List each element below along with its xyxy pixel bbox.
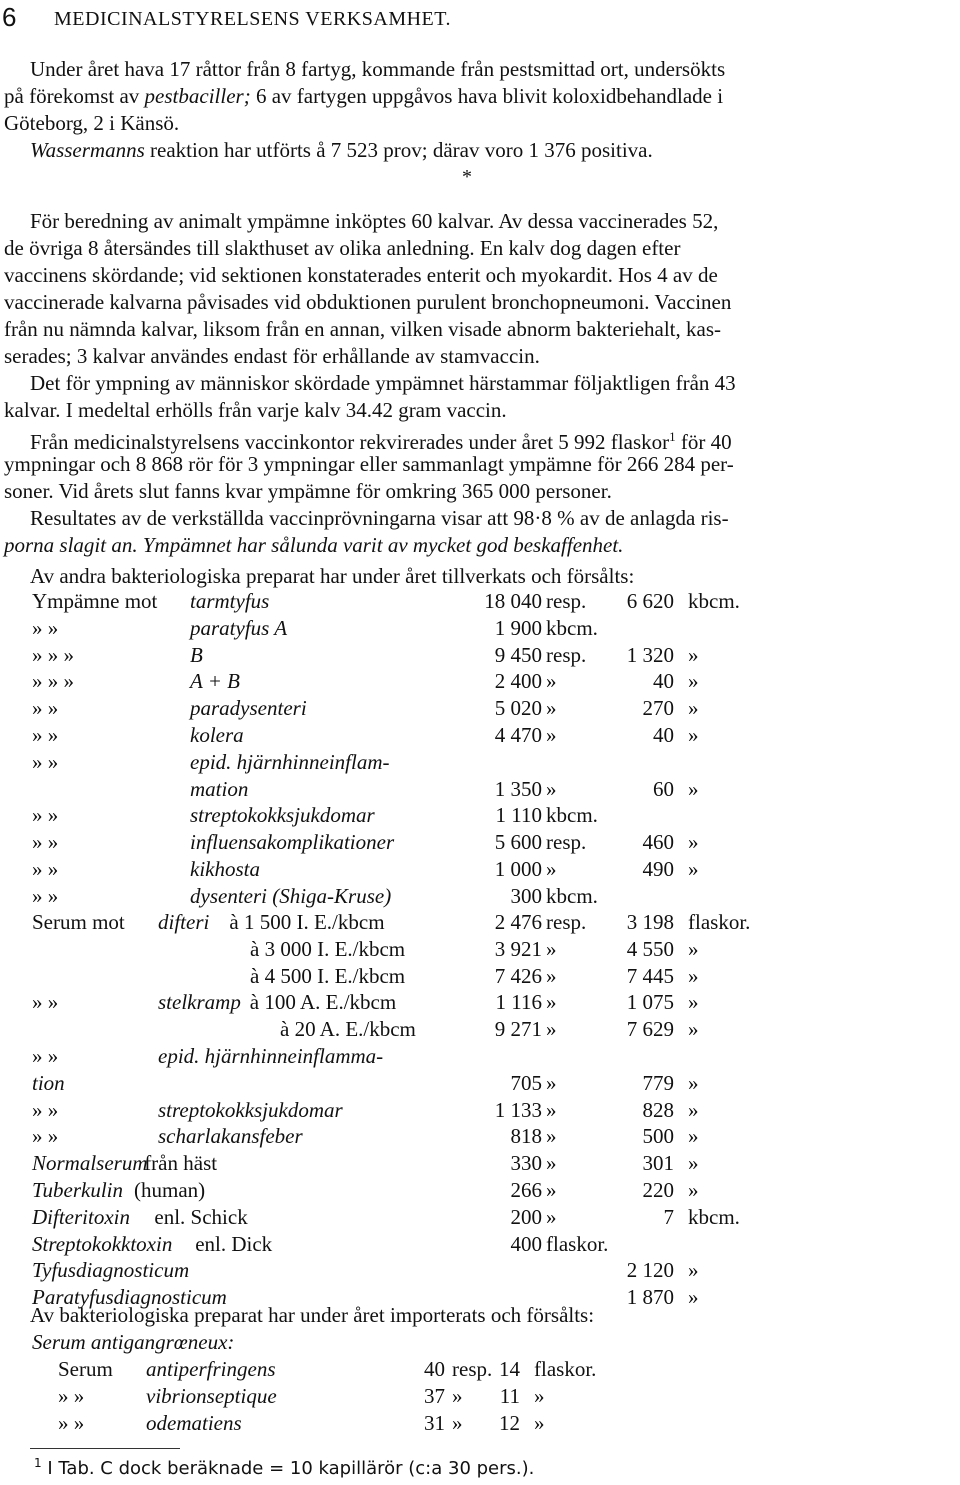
row-label: influensakomplikationer xyxy=(190,830,395,855)
row-unit: » xyxy=(688,776,699,801)
row-label: paradysenteri xyxy=(190,696,307,721)
row-prefix: Ympämne mot xyxy=(32,589,158,613)
paragraph-importerats: Av bakteriologiska preparat har under året importerats och försålts: xyxy=(30,1303,595,1327)
row-value: 1 110 xyxy=(495,803,542,828)
row-label: paratyfus A xyxy=(190,615,288,640)
table-row xyxy=(0,1231,960,1257)
row-unit: kbcm. xyxy=(688,1204,740,1229)
paragraph-kalvar-line-3: vaccinens skördande; vid sektionen konstaterades enterit och myokardit. Hos 4 av de xyxy=(4,263,718,287)
row-value: 1 000 xyxy=(494,857,542,881)
row-label: tarmtyfus xyxy=(190,589,270,613)
row-value: 3 921 xyxy=(494,936,542,961)
row-resp: flaskor. xyxy=(546,1231,609,1256)
row-unit: » xyxy=(688,1070,699,1095)
paragraph-vaccinkontor-line-1: Från medicinalstyrelsens vaccinkontor rekvirerades under året 5 992 flaskor$^1$ för 40 xyxy=(30,429,732,454)
row-value-2: 40 xyxy=(653,669,674,694)
row-resp: » xyxy=(546,1178,557,1202)
paragraph-rattor-line-2: på förekomst av pestbaciller; 6 av fartygen uppgåvos hava blivit koloxidbehandlade i xyxy=(4,84,724,108)
row-unit: » xyxy=(688,1285,699,1310)
table-row xyxy=(0,615,960,641)
row-label-rest: à 1 500 I. E./kbcm xyxy=(229,910,385,934)
row-value: 2 476 xyxy=(494,910,542,934)
row-label: Normalserum xyxy=(32,1151,148,1176)
row-resp: » xyxy=(546,1204,557,1229)
table-row xyxy=(0,1043,960,1069)
row-value-2: 828 xyxy=(642,1097,674,1122)
table-row xyxy=(0,1204,960,1230)
row-value-2: 11 xyxy=(499,1384,520,1408)
paragraph-kalvar-line-5: från nu nämnda kalvar, liksom från en annan, vilken visade abnorm bakteriehalt, kas- xyxy=(4,317,721,341)
footnote-rule xyxy=(30,1448,180,1449)
row-prefix: » » » xyxy=(32,669,74,694)
paragraph-tillverkats: Av andra bakteriologiska preparat har under året tillverkats och försålts: xyxy=(30,564,635,588)
heading-serum-antigangraeneux: Serum antigangrœneux: xyxy=(32,1330,235,1354)
row-value: 9 450 xyxy=(494,642,542,667)
row-resp: resp. xyxy=(546,642,587,667)
table-row xyxy=(0,1257,960,1283)
row-label: Tuberkulin xyxy=(32,1178,124,1202)
row-value: 5 600 xyxy=(494,830,542,855)
table-row xyxy=(0,1383,960,1409)
table-row xyxy=(0,722,960,748)
row-resp: » xyxy=(546,857,557,881)
row-label: epid. hjärnhinneinflam- xyxy=(190,749,390,774)
table-row xyxy=(0,749,960,775)
row-label: Paratyfusdiagnosticum xyxy=(32,1285,227,1310)
row-value-2: 12 xyxy=(499,1411,520,1435)
row-value-2: 301 xyxy=(642,1151,674,1176)
table-row xyxy=(0,802,960,828)
table-row xyxy=(0,989,960,1015)
paragraph-rattor-line-3: Göteborg, 2 i Känsö. xyxy=(4,111,180,135)
paragraph-kalvar-line-4: vaccinerade kalvarna påvisades vid obduktionen purulent bronchopneumoni. Vaccinen xyxy=(4,290,732,314)
row-resp: » xyxy=(546,696,557,721)
row-prefix: » » xyxy=(32,883,59,908)
row-unit: » xyxy=(688,1124,699,1149)
row-resp: resp. xyxy=(452,1357,493,1381)
table-row xyxy=(0,1150,960,1176)
paragraph-vaccinkontor-line-2: ympningar och 8 868 rör för 3 ympningar eller sammanlagt ympämne för 266 284 per- xyxy=(4,452,734,476)
row-label: difteri xyxy=(158,910,210,934)
row-unit: flaskor. xyxy=(688,910,751,934)
table-row xyxy=(0,1123,960,1149)
row-prefix: » » xyxy=(32,615,59,640)
table-row xyxy=(0,883,960,909)
row-resp: resp. xyxy=(546,910,587,934)
row-value-2: 220 xyxy=(642,1178,674,1202)
row-value: 4 470 xyxy=(494,723,542,747)
table-row xyxy=(0,1356,960,1382)
row-value: 37 xyxy=(424,1384,445,1408)
row-resp: » xyxy=(546,963,557,988)
row-value: 1 900 xyxy=(494,615,542,640)
row-value-2: 2 120 xyxy=(626,1258,674,1283)
paragraph-resultat-line-2: porna slagit an. Ympämnet har sålunda varit av mycket god beskaffenhet. xyxy=(4,533,624,557)
row-value: 300 xyxy=(510,883,542,908)
table-row xyxy=(0,1177,960,1203)
row-label: scharlakansfeber xyxy=(158,1124,303,1149)
table-row xyxy=(0,909,960,935)
row-label: odematiens xyxy=(146,1411,242,1435)
paragraph-ympning-line-1: Det för ympning av människor skördade ympämnet härstammar följaktligen från 43 xyxy=(30,371,736,395)
table-row xyxy=(0,1410,960,1436)
row-value: 18 040 xyxy=(484,589,542,613)
row-unit: » xyxy=(688,723,699,747)
row-value-2: 7 xyxy=(663,1204,674,1229)
row-resp: » xyxy=(546,936,557,961)
paragraph-rattor-line-1: Under året hava 17 råttor från 8 fartyg, kommande från pestsmittad ort, undersökts xyxy=(30,57,726,81)
row-value: 2 400 xyxy=(494,669,542,694)
row-prefix: Serum xyxy=(58,1357,113,1381)
row-unit: » xyxy=(688,642,699,667)
row-unit: » xyxy=(534,1411,545,1435)
row-resp: resp. xyxy=(546,589,587,613)
row-unit: kbcm. xyxy=(688,589,740,613)
row-prefix: » » xyxy=(32,990,59,1015)
row-unit: flaskor. xyxy=(534,1357,597,1381)
row-unit: » xyxy=(688,1178,699,1202)
paragraph-vaccinkontor-line-3: soner. Vid årets slut fanns kvar ympämne för omkring 365 000 personer. xyxy=(4,479,612,503)
row-label: dysenteri (Shiga-Kruse) xyxy=(190,883,392,908)
row-value: 31 xyxy=(424,1411,445,1435)
row-label-rest: (human) xyxy=(134,1178,206,1202)
table-row xyxy=(0,1097,960,1123)
row-prefix: » » xyxy=(58,1411,85,1435)
row-resp: » xyxy=(546,990,557,1015)
row-resp: » xyxy=(546,669,557,694)
row-label: Tyfusdiagnosticum xyxy=(32,1258,190,1283)
row-value-2: 3 198 xyxy=(626,910,674,934)
paragraph-kalvar-line-6: serades; 3 kalvar användes endast för erhållande av stamvaccin. xyxy=(4,344,540,368)
table-row xyxy=(0,963,960,989)
row-value-2: 1 870 xyxy=(626,1285,674,1310)
row-value: 9 271 xyxy=(494,1017,542,1042)
table-row xyxy=(0,856,960,882)
row-value-2: 1 075 xyxy=(626,990,674,1015)
row-value: 7 426 xyxy=(494,963,542,988)
table-row xyxy=(0,695,960,721)
row-value-2: 60 xyxy=(653,776,674,801)
row-label-rest: enl. Schick xyxy=(154,1204,248,1229)
row-prefix: » » xyxy=(58,1384,85,1408)
row-value: 1 116 xyxy=(495,990,542,1015)
table-row xyxy=(0,776,960,802)
row-label: streptokokksjukdomar xyxy=(190,803,375,828)
row-resp: kbcm. xyxy=(546,615,598,640)
row-resp: » xyxy=(546,1097,557,1122)
row-prefix: » » xyxy=(32,830,59,855)
row-prefix: » » xyxy=(32,749,59,774)
row-prefix: » » xyxy=(32,1097,59,1122)
row-unit: » xyxy=(688,1097,699,1122)
row-value-2: 4 550 xyxy=(626,936,674,961)
row-label: streptokokksjukdomar xyxy=(158,1097,343,1122)
table-row xyxy=(0,1070,960,1096)
row-value-2: 14 xyxy=(499,1357,520,1381)
table-row xyxy=(0,1016,960,1042)
paragraph-wassermann: Wassermanns reaktion har utförts å 7 523 prov; därav voro 1 376 positiva. xyxy=(30,138,653,162)
row-label: tion xyxy=(32,1070,65,1095)
row-value-2: 7 629 xyxy=(626,1017,674,1042)
row-label-rest: à 100 A. E./kbcm xyxy=(249,990,397,1015)
footnote: $^1$ I Tab. C dock beräknade = 10 kapillärör (c:a 30 pers.). xyxy=(34,1456,535,1479)
row-value-2: 490 xyxy=(642,857,674,881)
row-resp: » xyxy=(452,1411,463,1435)
footnote-ref: 1 xyxy=(669,429,676,444)
row-value: 1 350 xyxy=(494,776,542,801)
row-value: 330 xyxy=(510,1151,542,1176)
row-resp: » xyxy=(546,1124,557,1149)
row-prefix: » » xyxy=(32,723,59,747)
row-unit: » xyxy=(534,1384,545,1408)
row-unit: » xyxy=(688,696,699,721)
row-unit: » xyxy=(688,990,699,1015)
row-unit: » xyxy=(688,1151,699,1176)
row-value: 1 133 xyxy=(494,1097,542,1122)
row-label: mation xyxy=(190,776,249,801)
row-unit: » xyxy=(688,1258,699,1283)
row-value-2: 460 xyxy=(642,830,674,855)
page-number: 6 xyxy=(2,2,17,32)
row-resp: » xyxy=(546,1151,557,1176)
row-value: 200 xyxy=(510,1204,542,1229)
row-prefix: » » xyxy=(32,1124,59,1149)
row-value: 705 xyxy=(510,1070,542,1095)
row-resp: » xyxy=(546,723,557,747)
row-label: vibrionseptique xyxy=(146,1384,277,1408)
row-prefix: Serum mot xyxy=(32,910,125,934)
row-unit: » xyxy=(688,963,699,988)
row-unit: » xyxy=(688,669,699,694)
row-unit: » xyxy=(688,936,699,961)
row-resp: » xyxy=(546,1070,557,1095)
row-value-2: 7 445 xyxy=(626,963,674,988)
row-value-2: 500 xyxy=(642,1124,674,1149)
running-head: MEDICINALSTYRELSENS VERKSAMHET. xyxy=(54,8,451,30)
row-value: 40 xyxy=(424,1357,445,1381)
row-value-2: 6 620 xyxy=(626,589,674,613)
row-label: epid. hjärnhinneinflamma- xyxy=(158,1044,384,1068)
row-resp: » xyxy=(546,1017,557,1042)
row-prefix: » » xyxy=(32,1044,59,1068)
row-prefix: » » xyxy=(32,803,59,828)
row-value: 818 xyxy=(510,1124,542,1149)
table-row xyxy=(0,936,960,962)
paragraph-kalvar-line-1: För beredning av animalt ympämne inköptes 60 kalvar. Av dessa vaccinerades 52, xyxy=(30,209,719,233)
row-prefix: » » xyxy=(32,857,59,881)
row-value-2: 40 xyxy=(653,723,674,747)
paragraph-kalvar-line-2: de övriga 8 återsändes till slakthuset av olika anledning. En kalv dog dagen efter xyxy=(4,236,681,260)
row-label-rest: enl. Dick xyxy=(195,1231,273,1256)
paragraph-resultat-line-1: Resultates av de verkställda vaccinprövningarna visar att 98·8 % av de anlagda ris- xyxy=(30,506,729,530)
section-separator: * xyxy=(462,166,472,188)
row-label: kolera xyxy=(190,723,244,747)
row-value-2: 779 xyxy=(642,1070,674,1095)
row-value: 5 020 xyxy=(494,696,542,721)
row-resp: kbcm. xyxy=(546,803,598,828)
row-label: A + B xyxy=(190,669,240,694)
row-label: Difteritoxin xyxy=(32,1204,130,1229)
table-row xyxy=(0,588,960,614)
row-value: 400 xyxy=(510,1231,542,1256)
row-label: stelkramp xyxy=(158,990,241,1015)
page-header xyxy=(0,0,960,36)
row-label: B xyxy=(190,642,203,667)
row-resp: » xyxy=(546,776,557,801)
row-resp: resp. xyxy=(546,830,587,855)
row-unit: » xyxy=(688,1017,699,1042)
row-resp: kbcm. xyxy=(546,883,598,908)
table-row xyxy=(0,642,960,668)
row-value-2: 1 320 xyxy=(626,642,674,667)
row-value-2: 270 xyxy=(642,696,674,721)
row-label-rest: à 20 A. E./kbcm xyxy=(280,1017,416,1042)
table-row xyxy=(0,668,960,694)
row-label: Streptokokktoxin xyxy=(32,1231,173,1256)
row-unit: » xyxy=(688,857,699,881)
row-unit: » xyxy=(688,830,699,855)
paragraph-ympning-line-2: kalvar. I medeltal erhölls från varje kalv 34.42 gram vaccin. xyxy=(4,398,507,422)
row-label-rest: à 4 500 I. E./kbcm xyxy=(250,963,406,988)
row-resp: » xyxy=(452,1384,463,1408)
row-label: antiperfringens xyxy=(146,1357,276,1381)
row-label-rest: från häst xyxy=(144,1151,218,1176)
row-label-rest: à 3 000 I. E./kbcm xyxy=(250,936,406,961)
row-value: 266 xyxy=(510,1178,542,1202)
table-row xyxy=(0,829,960,855)
row-prefix: » » » xyxy=(32,642,74,667)
row-label: kikhosta xyxy=(190,857,260,881)
row-prefix: » » xyxy=(32,696,59,721)
